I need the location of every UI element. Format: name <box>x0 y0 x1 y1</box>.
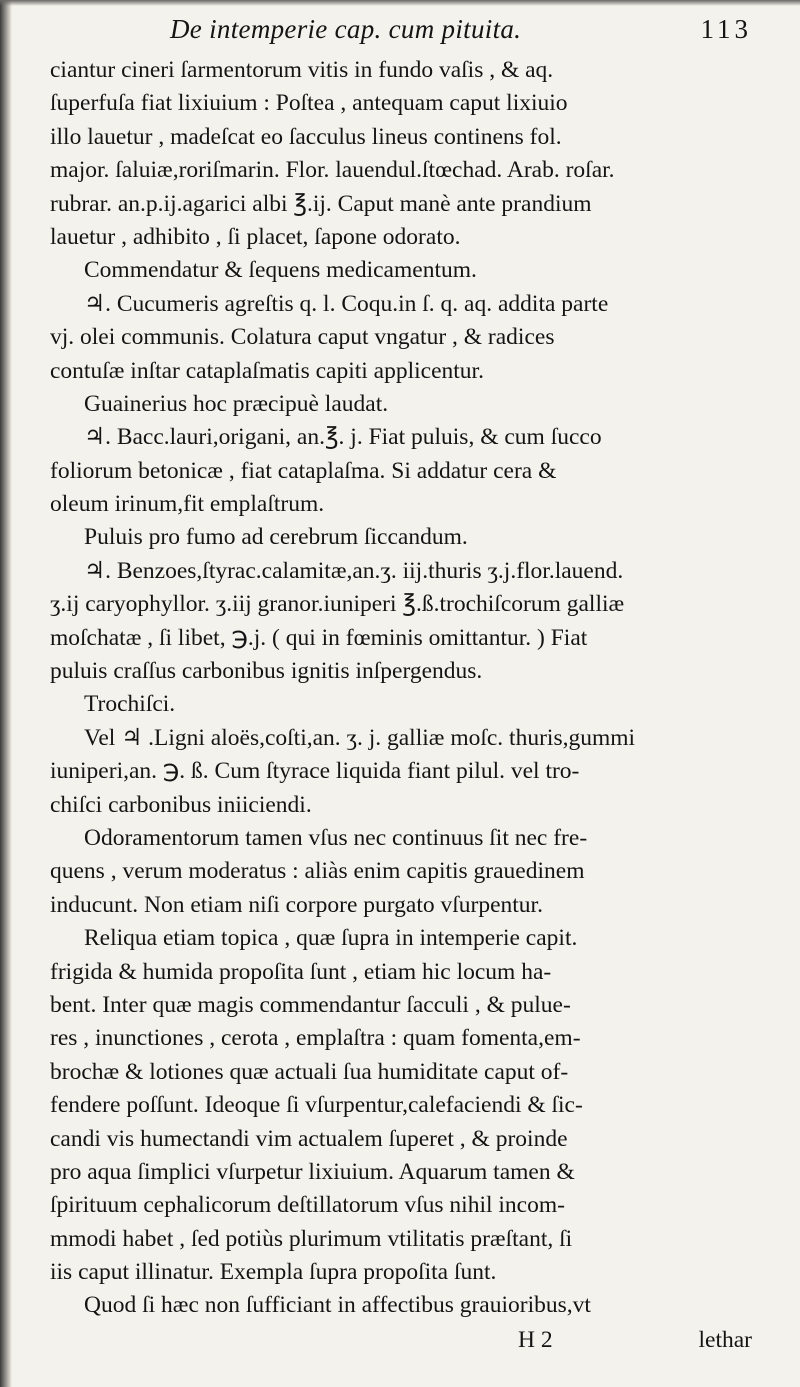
text-line: moſchatæ , ſi libet, ℈.j. ( qui in fœminis omittantur. ) Fiat <box>50 624 588 651</box>
text-line: major. ſaluiæ,roriſmarin. Flor. lauendul.ſtœchad. Arab. roſar. <box>50 157 615 184</box>
body-text <box>50 54 756 1323</box>
page-shadow-left <box>0 0 12 1387</box>
page-shadow-top <box>0 0 800 6</box>
text-line: frigida & humida propoſita ſunt , etiam hic locum ha- <box>50 958 552 985</box>
text-line: Puluis pro fumo ad cerebrum ſiccandum. <box>84 524 468 551</box>
text-line: lauetur , adhibito , ſi placet, ſapone odorato. <box>50 223 461 250</box>
text-line: inducunt. Non etiam niſi corpore purgato vſurpentur. <box>50 891 543 918</box>
text-line: contuſæ inſtar cataplaſmatis capiti applicentur. <box>50 357 484 384</box>
text-line: brochæ & lotiones quæ actuali ſua humiditate caput of- <box>50 1058 569 1085</box>
signature-mark: H 2 <box>518 1326 553 1353</box>
running-title: De intemperie cap. cum pituita. <box>170 14 522 44</box>
text-line: fendere poſſunt. Ideoque ſi vſurpentur,calefaciendi & ſic- <box>50 1092 583 1119</box>
text-line: mmodi habet , ſed potiùs plurimum vtilitatis præſtant, ſi <box>50 1225 573 1252</box>
text-line: Odoramentorum tamen vſus nec continuus ſit nec fre- <box>84 824 588 851</box>
text-line: bent. Inter quæ magis commendantur ſacculi , & pulue- <box>50 991 571 1018</box>
running-head <box>50 14 756 54</box>
text-line: res , inunctiones , cerota , emplaſtra : quam fomenta,em- <box>50 1025 581 1052</box>
text-line: quens , verum moderatus : aliàs enim capitis grauedinem <box>50 858 585 885</box>
text-line: oleum irinum,fit emplaſtrum. <box>50 491 325 518</box>
text-line: iis caput illinatur. Exempla ſupra propoſita ſunt. <box>50 1259 497 1286</box>
text-line: Reliqua etiam topica , quæ ſupra in intemperie capit. <box>84 925 578 952</box>
page-footer <box>50 1327 756 1363</box>
text-line: Vel ♃ .Ligni aloës,coſti,an. ʒ. j. galliæ moſc. thuris,gummi <box>84 724 636 751</box>
text-line: ♃. Benzoes,ſtyrac.calamitæ,an.ʒ. iij.thuris ʒ.j.flor.lauend. <box>84 557 624 584</box>
text-line: Guainerius hoc præcipuè laudat. <box>84 390 389 417</box>
text-line: illo lauetur , madeſcat eo ſacculus lineus continens fol. <box>50 123 562 150</box>
text-line: Quod ſi hæc non ſufficiant in affectibus grauioribus,vt <box>84 1292 591 1319</box>
text-line: Commendatur & ſequens medicamentum. <box>84 257 477 284</box>
text-line: candi vis humectandi vim actualem ſuperet , & proinde <box>50 1125 568 1152</box>
text-line: ſpirituum cephalicorum deſtillatorum vſus nihil incom- <box>50 1192 565 1219</box>
text-line: ciantur cineri ſarmentorum vitis in fundo vaſis , & aq. <box>50 57 554 83</box>
text-line: puluis craſſus carbonibus ignitis inſpergendus. <box>50 658 483 685</box>
text-line: Trochiſci. <box>84 691 176 718</box>
text-line: vj. olei communis. Colatura caput vngatur , & radices <box>50 324 555 351</box>
text-line: iuniperi,an. ℈. ß. Cum ſtyrace liquida fiant pilul. vel tro- <box>50 758 580 785</box>
text-line: ♃. Cucumeris agreſtis q. l. Coqu.in ſ. q. aq. addita parte <box>84 290 609 317</box>
text-line: pro aqua ſimplici vſurpetur lixiuium. Aquarum tamen & <box>50 1158 575 1185</box>
text-line: ſuperfuſa fiat lixiuium : Poſtea , antequam caput lixiuio <box>50 90 568 117</box>
text-line: ʒ.ij caryophyllor. ʒ.iij granor.iuniperi ℥.ß.trochiſcorum galliæ <box>50 591 625 618</box>
text-line: foliorum betonicæ , fiat cataplaſma. Si addatur cera & <box>50 457 557 484</box>
text-line: ♃. Bacc.lauri,origani, an.℥. j. Fiat puluis, & cum ſucco <box>84 424 602 451</box>
text-line: rubrar. an.p.ij.agarici albi ℥.ij. Caput manè ante prandium <box>50 190 592 217</box>
page-number: 113 <box>700 14 752 44</box>
catchword: lethar <box>698 1326 752 1353</box>
text-line: chiſci carbonibus iniiciendi. <box>50 791 312 818</box>
